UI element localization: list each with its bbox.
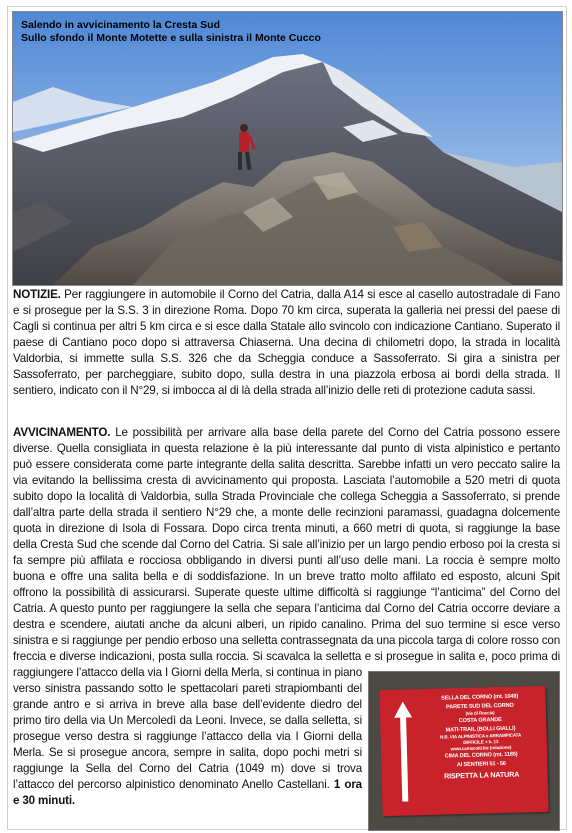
photo-caption bbox=[21, 19, 321, 45]
sign-line: AI SENTIERI 51 - 56 bbox=[456, 760, 506, 769]
sign-line: N.B. VIA ALPINISTICA e ARRAMPICATA bbox=[440, 732, 522, 740]
trail-sign-photo bbox=[368, 671, 560, 831]
page bbox=[7, 6, 567, 830]
red-trail-sign bbox=[379, 686, 548, 816]
notizie-heading: NOTIZIE. bbox=[13, 288, 61, 301]
sign-line: SELLA DEL CORNO (mt. 1049) bbox=[441, 693, 519, 702]
sign-line: RISPETTA LA NATURA bbox=[443, 769, 520, 781]
avvicinamento-body: Le possibilità per arrivare alla base della parete del Corno del Catria possono essere diverse. Quella consigliata in questa relazione è la più interessante dal punto di vista alpinistico e pertanto può essere considerata come parte integrante della salita descritta. Sarebbe infatti un vero peccato salire la via evitando la bellissima cresta di avvicinamento qui proposta. Lasciata l’automobile a 520 metri di quota subito dopo la località di Valdorbia, sulla Strada Provinciale che collega Scheggia a Sassoferrato, si prende dall’altra parte della strada il sentiero N°29 che, a monte delle recinzioni paramassi, guadagna dolcemente quota in direzione di Isola di Fossara. Dopo circa trenta minuti, a 660 metri di quota, si raggiunge la base della Cresta Sud che scende dal Corno del Catria. Si sale all’inizio per un largo pendio erboso poi la cresta si fa sempre più affilata e rocciosa obbligando in diversi punti all’uso delle mani. La roccia è sempre molto buona e offre una salita bella e di soddisfazione. In un breve tratto molto affilato ed esposto, alcuni Spit offrono la possibilità di assicurarsi. Superate queste ultime difficoltà si raggiunge “l’anticima” del Corno del Catria. A questo punto per raggiungere la sella che separa l’anticima dal Corno del Catria occorre deviare a destra e scendere, aiutati anche da alcuni alberi, un ripido canalino. Prima del suo termine si esce verso sinistra e si raggiunge per pendio erboso una selletta contrassegnata da una piccola targa di colore rosso con freccia e diverse indicazioni, posta sulla roccia. Si scavalca la selletta e si prosegue in salita e, poco prima di raggiungere l’attacco della via I Giorni della Merla, si continua in piano verso sinistra passando sotto le spettacolari pareti strapiombanti del grande antro e si arriva in breve alla base dell’evidente diedro del primo tiro della via Un Mercoledì da Leoni. Invece, se dalla selletta, si prosegue verso destra si raggiunge l’attacco della via I Giorni della Merla. Se si prosegue ancora, sempre in salita, dopo pochi metri si raggiunge la Sella del Corno del Catria (1049 m) dove si trova l’attacco del percorso alpinistico denominato Anello Castellani. bbox=[13, 426, 560, 791]
sign-line: MATI-TRAIL (BOLLI GIALLI) bbox=[445, 725, 516, 734]
sign-line: COSTA GRANDE bbox=[458, 717, 502, 725]
notizie-body: Per raggiungere in automobile il Corno del Catria, dalla A14 si esce al casello autostradale di Fano e si prosegue per la S.S. 3 in direzione Roma. Dopo 70 km circa, superata la galleria nei pressi del paese di Cagli si continua per altri 5 km circa e si esce dalla Statale allo svincolo con indicazione Cantiano. Superato il paese di Cantiano poco dopo si attraversa Chiaserna. Una decina di chilometri dopo, la strada in località Valdorbia, si immette sulla S.S. 326 che da Scheggia conduce a Sassoferrato. Si gira a sinistra per Sassoferrato, per parcheggiare, subito dopo, sulla destra in una piazzola erbosa ai bordi della strada. Il sentiero, indicato con il N°29, si imbocca al di là della strada all’inizio delle reti di protezione caduta sassi. bbox=[13, 288, 560, 397]
caption-line-2: Sullo sfondo il Monte Motette e sulla sinistra il Monte Cucco bbox=[21, 32, 321, 44]
sign-text bbox=[420, 692, 542, 782]
arrow-up-icon bbox=[394, 701, 415, 801]
approach-time: 1 ora e 30 minuti. bbox=[13, 778, 362, 807]
notizie-section bbox=[13, 287, 560, 399]
sign-line: DIFFICILE + h. 13 bbox=[463, 739, 499, 746]
mountain-ridge-image bbox=[13, 12, 562, 285]
sign-line: (vie di Roccia) bbox=[465, 710, 495, 717]
sign-line: PARETE SUD DEL CORNO bbox=[445, 702, 514, 711]
sign-line: www.camscoiti.biz (relazione) bbox=[450, 745, 512, 752]
avvicinamento-section bbox=[13, 425, 560, 831]
mountain-photo bbox=[12, 11, 563, 286]
caption-line-1: Salendo in avvicinamento la Cresta Sud bbox=[21, 19, 220, 31]
avvicinamento-heading: AVVICINAMENTO. bbox=[13, 426, 111, 439]
sign-line: CIMA DEL CORNO (mt. 1185) bbox=[444, 751, 518, 760]
